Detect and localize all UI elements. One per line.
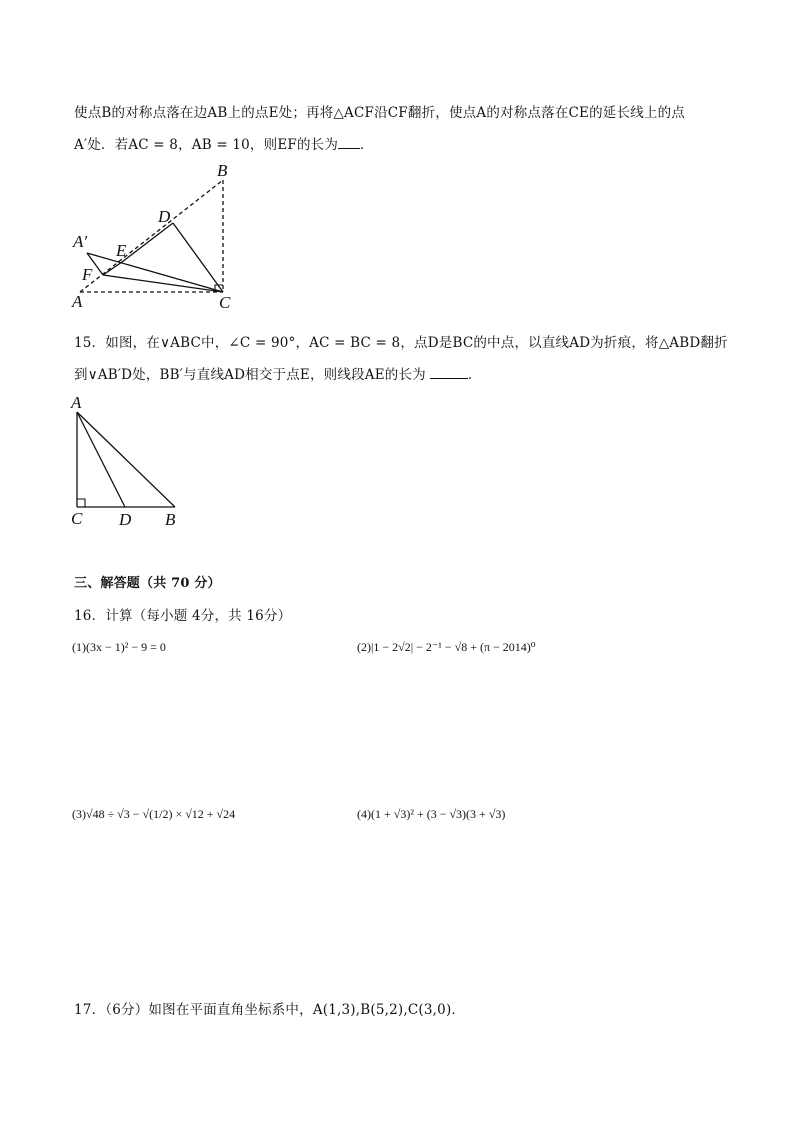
problem14-text-2: A′处．若AC = 8，AB = 10，则EF的长为 (74, 137, 339, 153)
label-B: B (165, 510, 176, 529)
label-B: B (217, 162, 228, 180)
item-2-label: (2) (357, 640, 371, 654)
problem15-line1 (74, 331, 728, 351)
item-4-label: (4) (357, 807, 371, 821)
segment-DC (173, 223, 223, 292)
right-angle-mark-C (77, 499, 85, 507)
problem15-figure (66, 392, 196, 532)
problem16-title-text: 16．计算（每小题 4分，共 16分） (74, 608, 292, 624)
problem14-text-1: 使点B的对称点落在边AB上的点E处；再将△ACF沿CF翻折，使点A的对称点落在CE的延长线上的点 (74, 105, 686, 121)
answer-blank-14[interactable] (338, 136, 360, 149)
segment-AB (77, 412, 175, 507)
problem16-item-1 (72, 640, 166, 655)
section3-heading-text: 三、解答题（共 70 分） (74, 576, 221, 591)
segment-AB-dashed (80, 180, 223, 292)
problem16-item-3 (72, 807, 235, 822)
problem15-end: ． (467, 367, 482, 383)
problem15-line2 (74, 363, 482, 383)
problem17-text: 17．（6分）如图在平面直角坐标系中，A(1,3),B(5,2),C(3,0)． (74, 1002, 466, 1018)
problem15-text-2: 到∨AB′D处，BB′与直线AD相交于点E，则线段AE的长为 (74, 367, 426, 383)
problem16-item-2 (357, 640, 536, 655)
item-1-expr: (3x − 1)² − 9 = 0 (86, 640, 166, 654)
problem17-line (74, 998, 465, 1018)
label-D: D (158, 207, 171, 226)
item-4-expr: (1 + √3)² + (3 − √3)(3 + √3) (371, 807, 506, 821)
problem14-line1 (74, 101, 685, 121)
label-A: A (71, 393, 82, 412)
section3-heading (74, 572, 221, 591)
problem16-item-4 (357, 807, 505, 822)
segment-FC (103, 275, 223, 292)
problem16-title (74, 604, 291, 624)
label-D: D (119, 510, 132, 529)
item-3-expr: √48 ÷ √3 − √(1/2) × √12 + √24 (86, 807, 236, 821)
problem14-end: ． (360, 137, 374, 153)
segment-AD (77, 412, 125, 507)
label-A-prime: A′ (73, 232, 88, 251)
segment-FE (103, 262, 122, 275)
item-3-label: (3) (72, 807, 86, 821)
item-1-label: (1) (72, 640, 86, 654)
segment-ED (122, 223, 173, 262)
problem14-line2 (74, 133, 374, 153)
problem15-text-1: 15．如图，在∨ABC中，∠C = 90°，AC = BC = 8，点D是BC的中点，以直线AD为折痕，将△ABD翻折 (74, 335, 728, 351)
label-E: E (116, 241, 127, 260)
label-C: C (71, 509, 83, 528)
label-C: C (219, 293, 231, 312)
label-F: F (82, 265, 93, 284)
problem14-figure (60, 162, 260, 312)
item-2-expr: |1 − 2√2| − 2⁻¹ − √8 + (π − 2014)⁰ (371, 640, 536, 654)
label-A: A (72, 292, 83, 311)
answer-blank-15[interactable] (430, 366, 468, 379)
